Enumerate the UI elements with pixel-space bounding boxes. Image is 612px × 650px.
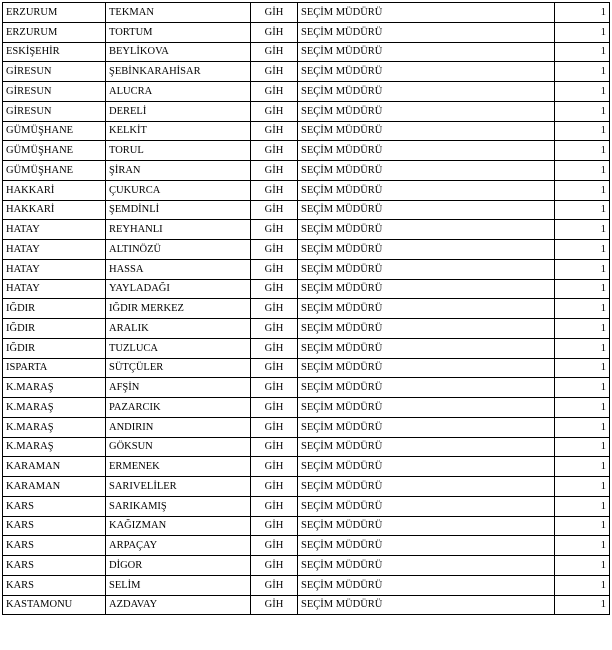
unit-cell: GİH [251,595,298,615]
city-cell: K.MARAŞ [3,437,106,457]
district-cell: BEYLİKOVA [106,42,251,62]
table-row [3,516,610,536]
district-cell: TORUL [106,141,251,161]
unit-cell: GİH [251,220,298,240]
position-title-cell: SEÇİM MÜDÜRÜ [298,398,555,418]
unit-cell: GİH [251,457,298,477]
table-row [3,22,610,42]
city-cell: KARAMAN [3,457,106,477]
city-cell: ISPARTA [3,358,106,378]
city-cell: KARAMAN [3,477,106,497]
city-cell: GİRESUN [3,62,106,82]
position-title-cell: SEÇİM MÜDÜRÜ [298,378,555,398]
city-cell: KARS [3,556,106,576]
city-cell: HATAY [3,220,106,240]
district-cell: GÖKSUN [106,437,251,457]
table-row [3,161,610,181]
unit-cell: GİH [251,62,298,82]
district-cell: TEKMAN [106,3,251,23]
count-cell: 1 [555,398,610,418]
count-cell: 1 [555,161,610,181]
district-cell: ALTINÖZÜ [106,240,251,260]
unit-cell: GİH [251,319,298,339]
position-title-cell: SEÇİM MÜDÜRÜ [298,358,555,378]
position-title-cell: SEÇİM MÜDÜRÜ [298,457,555,477]
table-row [3,180,610,200]
table-row [3,595,610,615]
position-title-cell: SEÇİM MÜDÜRÜ [298,556,555,576]
district-cell: DİGOR [106,556,251,576]
table-row [3,259,610,279]
table-row [3,101,610,121]
table-row [3,575,610,595]
count-cell: 1 [555,279,610,299]
count-cell: 1 [555,3,610,23]
table-row [3,121,610,141]
table-row [3,417,610,437]
unit-cell: GİH [251,575,298,595]
city-cell: HATAY [3,259,106,279]
city-cell: KARS [3,575,106,595]
district-cell: HASSA [106,259,251,279]
table-row [3,220,610,240]
unit-cell: GİH [251,141,298,161]
position-title-cell: SEÇİM MÜDÜRÜ [298,417,555,437]
count-cell: 1 [555,338,610,358]
district-cell: REYHANLI [106,220,251,240]
unit-cell: GİH [251,3,298,23]
position-title-cell: SEÇİM MÜDÜRÜ [298,22,555,42]
count-cell: 1 [555,556,610,576]
table-row [3,358,610,378]
unit-cell: GİH [251,516,298,536]
count-cell: 1 [555,299,610,319]
position-title-cell: SEÇİM MÜDÜRÜ [298,477,555,497]
unit-cell: GİH [251,279,298,299]
table-row [3,378,610,398]
district-cell: ŞİRAN [106,161,251,181]
city-cell: GÜMÜŞHANE [3,161,106,181]
unit-cell: GİH [251,378,298,398]
count-cell: 1 [555,42,610,62]
position-title-cell: SEÇİM MÜDÜRÜ [298,161,555,181]
unit-cell: GİH [251,180,298,200]
unit-cell: GİH [251,437,298,457]
unit-cell: GİH [251,121,298,141]
district-cell: DERELİ [106,101,251,121]
district-cell: TORTUM [106,22,251,42]
district-cell: ERMENEK [106,457,251,477]
unit-cell: GİH [251,417,298,437]
position-title-cell: SEÇİM MÜDÜRÜ [298,121,555,141]
city-cell: KARS [3,516,106,536]
district-cell: KAĞIZMAN [106,516,251,536]
count-cell: 1 [555,496,610,516]
unit-cell: GİH [251,299,298,319]
position-title-cell: SEÇİM MÜDÜRÜ [298,496,555,516]
unit-cell: GİH [251,536,298,556]
position-title-cell: SEÇİM MÜDÜRÜ [298,299,555,319]
table-row [3,3,610,23]
city-cell: KARS [3,496,106,516]
city-cell: ERZURUM [3,3,106,23]
district-cell: PAZARCIK [106,398,251,418]
city-cell: HATAY [3,279,106,299]
count-cell: 1 [555,516,610,536]
district-cell: SELİM [106,575,251,595]
table-row [3,279,610,299]
count-cell: 1 [555,62,610,82]
unit-cell: GİH [251,496,298,516]
table-row [3,437,610,457]
count-cell: 1 [555,141,610,161]
city-cell: ESKİŞEHİR [3,42,106,62]
unit-cell: GİH [251,22,298,42]
district-cell: SARIKAMIŞ [106,496,251,516]
table-row [3,299,610,319]
position-title-cell: SEÇİM MÜDÜRÜ [298,62,555,82]
unit-cell: GİH [251,358,298,378]
unit-cell: GİH [251,101,298,121]
position-title-cell: SEÇİM MÜDÜRÜ [298,338,555,358]
city-cell: IĞDIR [3,338,106,358]
city-cell: IĞDIR [3,319,106,339]
unit-cell: GİH [251,398,298,418]
city-cell: K.MARAŞ [3,398,106,418]
table-row [3,141,610,161]
count-cell: 1 [555,22,610,42]
district-cell: ŞEBİNKARAHİSAR [106,62,251,82]
count-cell: 1 [555,457,610,477]
count-cell: 1 [555,259,610,279]
position-title-cell: SEÇİM MÜDÜRÜ [298,595,555,615]
unit-cell: GİH [251,240,298,260]
count-cell: 1 [555,437,610,457]
city-cell: K.MARAŞ [3,378,106,398]
unit-cell: GİH [251,338,298,358]
count-cell: 1 [555,417,610,437]
position-title-cell: SEÇİM MÜDÜRÜ [298,42,555,62]
position-title-cell: SEÇİM MÜDÜRÜ [298,200,555,220]
table-row [3,556,610,576]
count-cell: 1 [555,536,610,556]
city-cell: GİRESUN [3,82,106,102]
district-cell: YAYLADAĞI [106,279,251,299]
position-title-cell: SEÇİM MÜDÜRÜ [298,575,555,595]
count-cell: 1 [555,82,610,102]
city-cell: K.MARAŞ [3,417,106,437]
city-cell: ERZURUM [3,22,106,42]
count-cell: 1 [555,240,610,260]
table-row [3,62,610,82]
district-cell: SARIVELİLER [106,477,251,497]
count-cell: 1 [555,319,610,339]
unit-cell: GİH [251,200,298,220]
count-cell: 1 [555,358,610,378]
position-title-cell: SEÇİM MÜDÜRÜ [298,82,555,102]
position-title-cell: SEÇİM MÜDÜRÜ [298,319,555,339]
count-cell: 1 [555,101,610,121]
count-cell: 1 [555,200,610,220]
table-row [3,240,610,260]
district-cell: ANDIRIN [106,417,251,437]
city-cell: HATAY [3,240,106,260]
position-title-cell: SEÇİM MÜDÜRÜ [298,516,555,536]
position-title-cell: SEÇİM MÜDÜRÜ [298,141,555,161]
count-cell: 1 [555,477,610,497]
table-body [3,3,610,615]
district-cell: SÜTÇÜLER [106,358,251,378]
table-row [3,42,610,62]
position-title-cell: SEÇİM MÜDÜRÜ [298,259,555,279]
count-cell: 1 [555,378,610,398]
table-row [3,200,610,220]
unit-cell: GİH [251,259,298,279]
position-title-cell: SEÇİM MÜDÜRÜ [298,3,555,23]
table-row [3,477,610,497]
table-row [3,496,610,516]
city-cell: HAKKARİ [3,200,106,220]
position-title-cell: SEÇİM MÜDÜRÜ [298,240,555,260]
staff-allocation-table [2,2,610,615]
position-title-cell: SEÇİM MÜDÜRÜ [298,279,555,299]
count-cell: 1 [555,220,610,240]
district-cell: IĞDIR MERKEZ [106,299,251,319]
table-row [3,457,610,477]
unit-cell: GİH [251,82,298,102]
table-row [3,319,610,339]
district-cell: AZDAVAY [106,595,251,615]
count-cell: 1 [555,595,610,615]
city-cell: GÜMÜŞHANE [3,121,106,141]
city-cell: GÜMÜŞHANE [3,141,106,161]
city-cell: KASTAMONU [3,595,106,615]
count-cell: 1 [555,121,610,141]
position-title-cell: SEÇİM MÜDÜRÜ [298,220,555,240]
city-cell: HAKKARİ [3,180,106,200]
unit-cell: GİH [251,161,298,181]
count-cell: 1 [555,575,610,595]
table-row [3,398,610,418]
district-cell: ARALIK [106,319,251,339]
position-title-cell: SEÇİM MÜDÜRÜ [298,437,555,457]
position-title-cell: SEÇİM MÜDÜRÜ [298,536,555,556]
district-cell: ALUCRA [106,82,251,102]
position-title-cell: SEÇİM MÜDÜRÜ [298,101,555,121]
unit-cell: GİH [251,556,298,576]
table-row [3,82,610,102]
city-cell: IĞDIR [3,299,106,319]
unit-cell: GİH [251,42,298,62]
unit-cell: GİH [251,477,298,497]
district-cell: ŞEMDİNLİ [106,200,251,220]
count-cell: 1 [555,180,610,200]
city-cell: KARS [3,536,106,556]
position-title-cell: SEÇİM MÜDÜRÜ [298,180,555,200]
table-row [3,338,610,358]
city-cell: GİRESUN [3,101,106,121]
table-row [3,536,610,556]
district-cell: TUZLUCA [106,338,251,358]
district-cell: ÇUKURCA [106,180,251,200]
district-cell: ARPAÇAY [106,536,251,556]
district-cell: AFŞİN [106,378,251,398]
district-cell: KELKİT [106,121,251,141]
